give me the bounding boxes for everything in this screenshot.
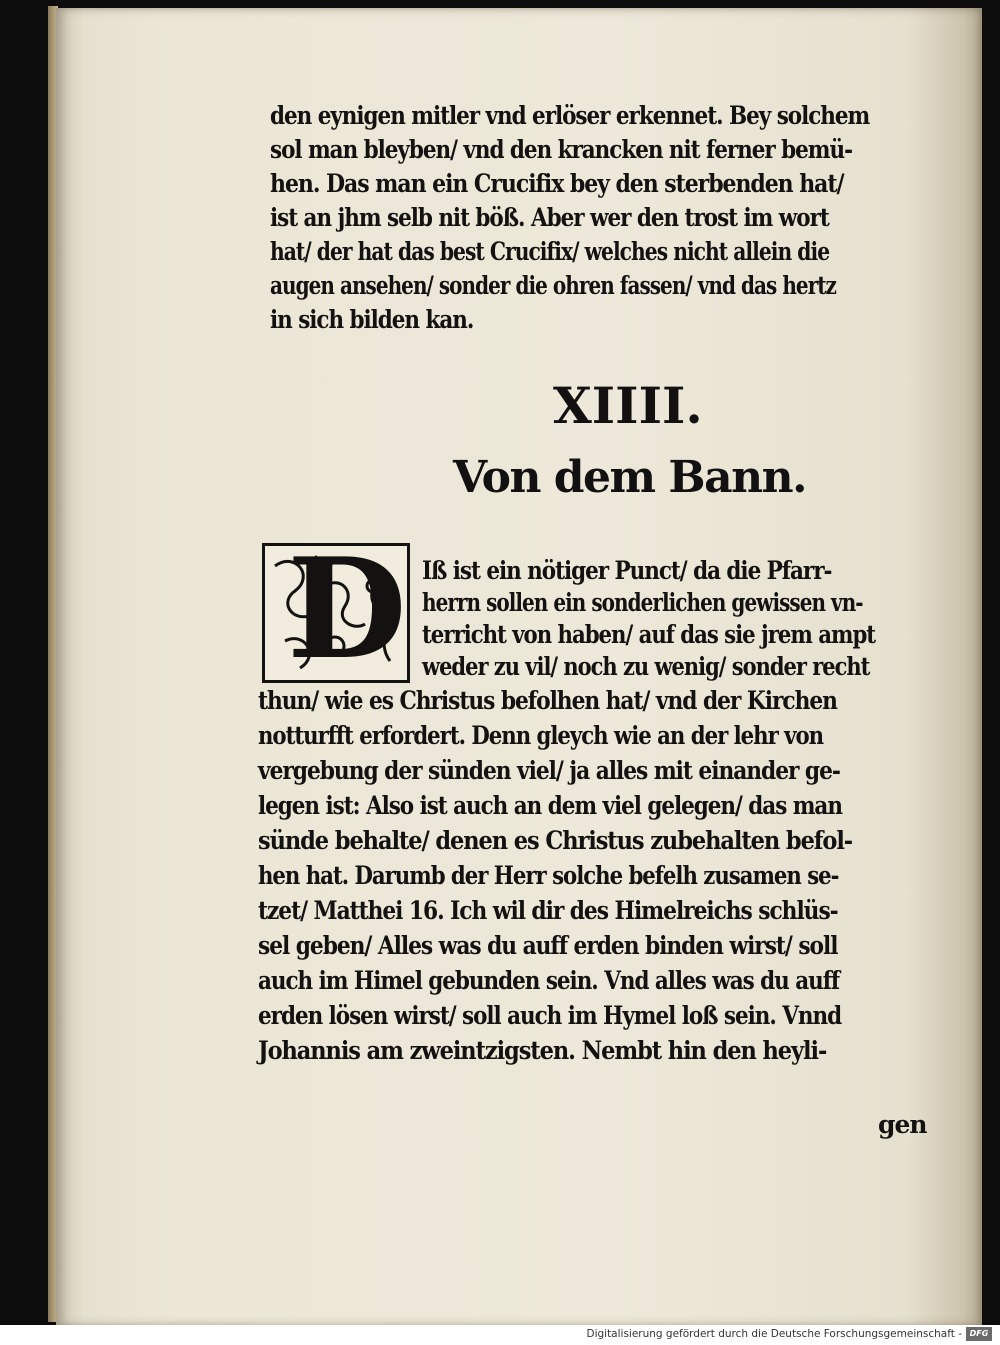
text-line: hat/ der hat das best Crucifix/ welches nicht allein die: [270, 237, 830, 266]
text-line: ist an jhm selb nit böß. Aber wer den trost im wort: [270, 203, 829, 232]
initial-letter: D: [287, 543, 407, 683]
text-line: sel geben/ Alles was du auff erden binden wirst/ soll: [258, 931, 838, 960]
text-line: den eynigen mitler vnd erlöser erkennet. Bey solchem: [270, 101, 870, 130]
text-line: herrn sollen ein sonderlichen gewissen vn-: [422, 588, 863, 617]
text-line: Johannis am zweintzigsten. Nembt hin den heyli-: [258, 1036, 827, 1065]
catchword: gen: [878, 1110, 927, 1139]
text-line: tzet/ Matthei 16. Ich wil dir des Himelreichs schlüs-: [258, 896, 838, 925]
text-line: Iß ist ein nötiger Punct/ da die Pfarr-: [422, 556, 832, 585]
text-line: sol man bleyben/ vnd den krancken nit ferner bemü-: [270, 135, 853, 164]
footer-bar: [0, 1325, 1000, 1345]
text-line: thun/ wie es Christus befolhen hat/ vnd der Kirchen: [258, 686, 837, 715]
digitization-credit: Digitalisierung gefördert durch die Deutsche Forschungsgemeinschaft -: [586, 1328, 962, 1340]
text-line: auch im Himel gebunden sein. Vnd alles was du auff: [258, 966, 840, 995]
text-line: in sich bilden kan.: [270, 305, 474, 334]
text-line: hen. Das man ein Crucifix bey den sterbenden hat/: [270, 169, 844, 198]
text-line: augen ansehen/ sonder die ohren fassen/ vnd das hertz: [270, 271, 836, 300]
text-line: terricht von haben/ auf das sie jrem ampt: [422, 620, 876, 649]
text-line: erden lösen wirst/ soll auch im Hymel loß sein. Vnnd: [258, 1001, 842, 1030]
text-line: vergebung der sünden viel/ ja alles mit einander ge-: [258, 756, 840, 785]
dfg-logo-icon: DFG: [966, 1327, 992, 1341]
chapter-numeral: XIIII.: [553, 376, 703, 435]
text-line: notturfft erfordert. Denn gleych wie an der lehr von: [258, 721, 824, 750]
text-line: legen ist: Also ist auch an dem viel gelegen/ das man: [258, 791, 842, 820]
text-line: hen hat. Darumb der Herr solche befelh zusamen se-: [258, 861, 839, 890]
decorated-initial: [262, 543, 410, 683]
text-line: sünde behalte/ denen es Christus zubehalten befol-: [258, 826, 853, 855]
text-line: weder zu vil/ noch zu wenig/ sonder recht: [422, 652, 870, 681]
chapter-heading: Von dem Bann.: [453, 452, 806, 503]
